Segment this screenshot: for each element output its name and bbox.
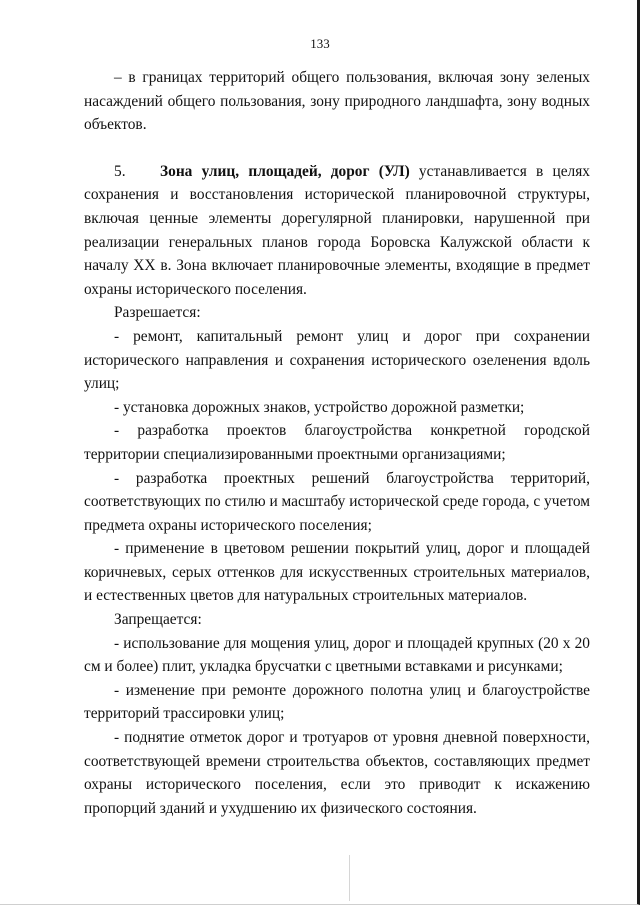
document-body (84, 66, 590, 820)
allowed-item: - разработка проектных решений благоустройства территорий, соответствующих по стилю и масштабу исторической среде города, с учетом предмета охраны исторического поселения; (84, 469, 590, 534)
allowed-item: - применение в цветовом решении покрытий улиц, дорог и площадей коричневых, серых оттенков для искусственных строительных материалов, и естественных цветов для натуральных строительных материалов. (84, 540, 590, 605)
forbidden-item: - использование для мощения улиц, дорог и площадей крупных (20 х 20 см и более) плит, укладка брусчатки с цветными вставками и рисунками; (84, 634, 590, 676)
page-number: 133 (310, 36, 330, 51)
intro-paragraph: – в границах территорий общего пользования, включая зону зеленых насаждений общего пользования, зону природного ландшафта, зону водных объектов. (84, 69, 590, 134)
section-5-paragraph (84, 160, 590, 302)
allowed-item: - установка дорожных знаков, устройство дорожной разметки; (114, 398, 525, 416)
forbidden-item: - изменение при ремонте дорожного полотна улиц и благоустройстве территорий трассировки улиц; (84, 681, 590, 723)
section-text: устанавливается в целях сохранения и восстановления исторической планировочной структуры, включая ценные элементы дорегулярной планировки, нарушенной при реализации генеральных планов города Боровска Калужской области к началу XX в. Зона включает планировочные элементы, входящие в предмет охраны исторического поселения. (84, 162, 591, 298)
section-number: 5. (114, 162, 126, 180)
allowed-heading: Разрешается: (114, 304, 201, 322)
allowed-item: - разработка проектов благоустройства конкретной городской территории специализированными проектными организациями; (84, 422, 590, 463)
allowed-item: - ремонт, капитальный ремонт улиц и дорог при сохранении исторического направления и сохранения исторического озеленения вдоль улиц; (84, 327, 590, 393)
scan-artifact (349, 855, 350, 901)
section-title: Зона улиц, площадей, дорог (УЛ) (160, 162, 410, 180)
forbidden-heading: Запрещается: (114, 611, 202, 629)
forbidden-item: - поднятие отметок дорог и тротуаров от уровня дневной поверхности, соответствующей времени строительства объектов, составляющих предмет охраны исторического поселения, если это приводит к искажению пропорций зданий и ухудшению их физического состояния. (84, 729, 590, 817)
